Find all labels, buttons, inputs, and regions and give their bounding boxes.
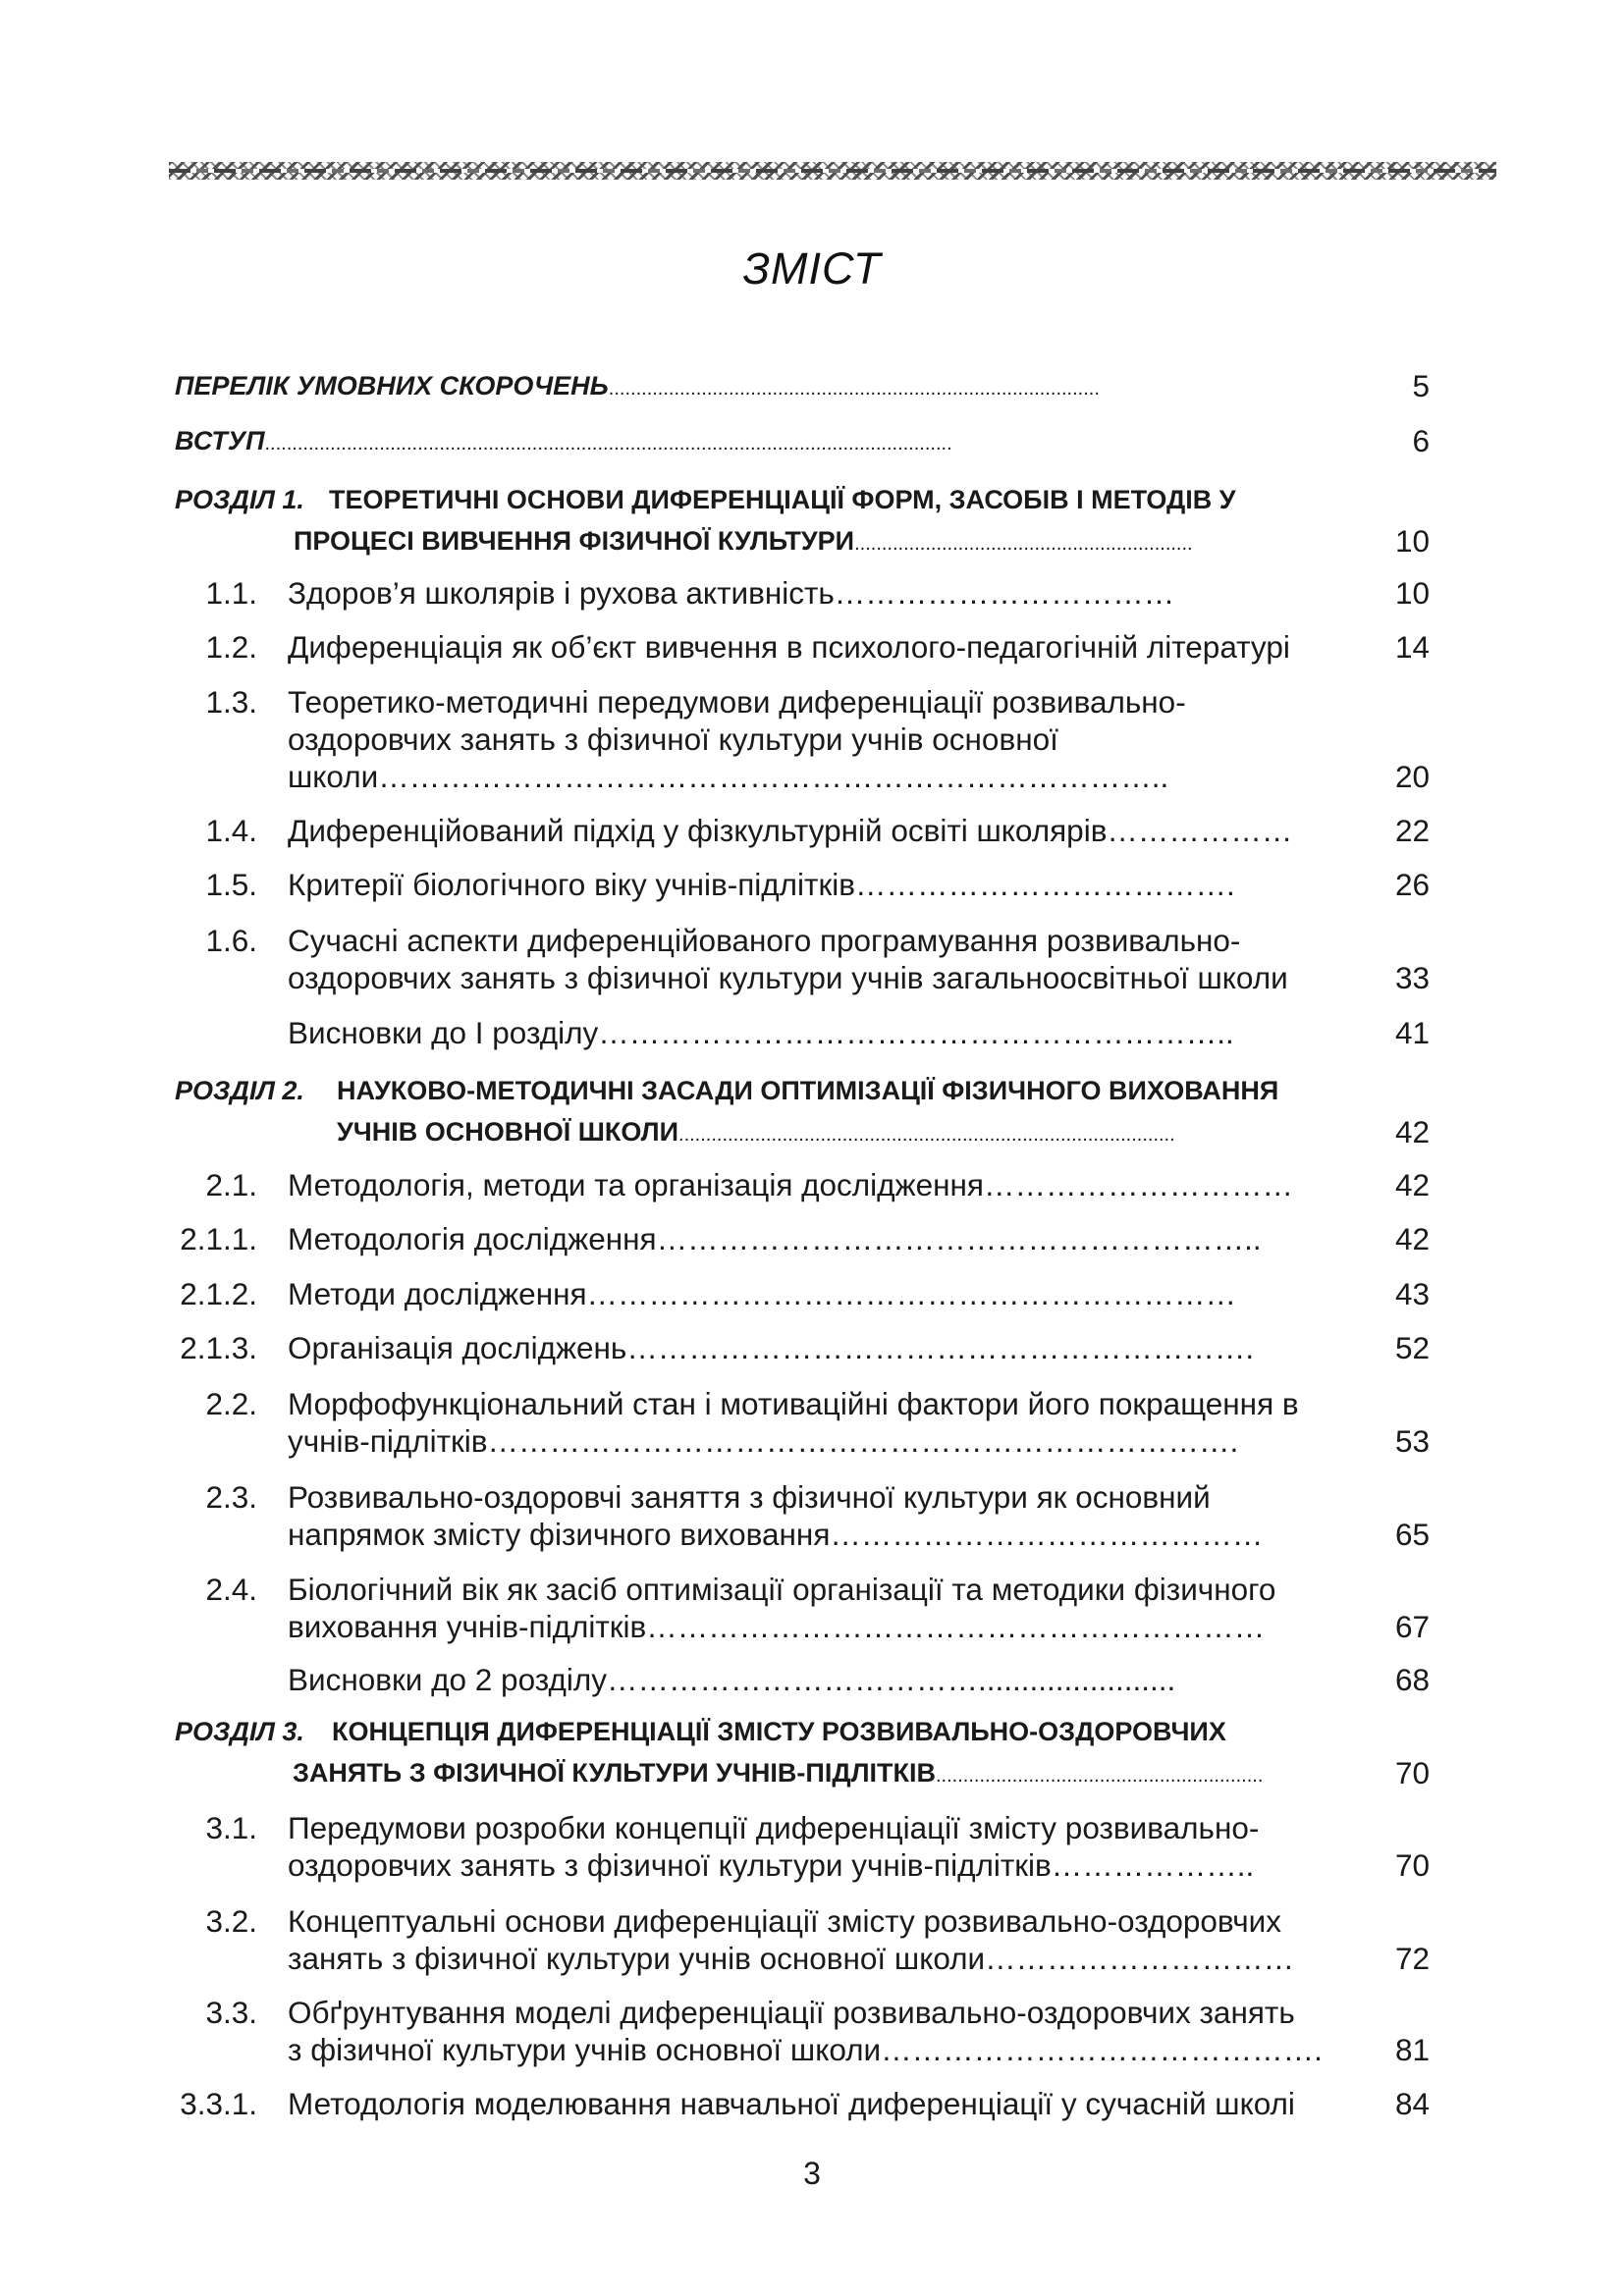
toc-page-number: 10	[1394, 523, 1430, 559]
toc-item-number: 3.1.	[205, 1810, 257, 1845]
toc-item-number: 3.3.	[205, 1995, 257, 2030]
section-number: РОЗДІЛ 1.	[175, 485, 304, 514]
toc-item-number: 1.1.	[205, 575, 257, 611]
toc-section-2[interactable]: РОЗДІЛ 2. НАУКОВО-МЕТОДИЧНІ ЗАСАДИ ОПТИМІЗАЦІЇ ФІЗИЧНОГО ВИХОВАННЯ УЧНІВ ОСНОВНОЇ ШКОЛИ........................................................................................... 42	[0, 1072, 1624, 1150]
toc-page-number: 14	[1394, 629, 1430, 665]
toc-entry-label: ПЕРЕЛІК УМОВНИХ СКОРОЧЕНЬ..........................................................................................	[175, 371, 1100, 400]
toc-item[interactable]: 2.2. Морфофункціональний стан і мотиваційні фактори його покращення в учнів-підлітків………………………………………………………………. 53	[0, 1385, 1624, 1464]
toc-item-number: 1.2.	[205, 629, 257, 665]
toc-page-number: 70	[1394, 1755, 1430, 1790]
toc-page-number: 81	[1394, 2032, 1430, 2067]
toc-item[interactable]: 1.3. Теоретико-методичні передумови диференціації розвивально- оздоровчих занять з фізичної культури учнів основної школи………………………………………………………………….. 20	[0, 683, 1624, 801]
toc-page-number: 41	[1394, 1015, 1430, 1050]
page-number: 3	[803, 2156, 821, 2191]
toc-page-number: 68	[1394, 1662, 1430, 1697]
toc-item[interactable]: 3.2. Концептуальні основи диференціації змісту розвивально-оздоровчих занять з фізичної культури учнів основної школи………………………… 72	[0, 1902, 1624, 1981]
toc-entry-label: ВСТУП..............................................................................................................................	[175, 426, 952, 455]
toc-page-number: 42	[1394, 1221, 1430, 1256]
toc-page-number: 20	[1394, 759, 1430, 794]
toc-page-number: 52	[1394, 1330, 1430, 1365]
toc-section-1[interactable]: РОЗДІЛ 1. ТЕОРЕТИЧНІ ОСНОВИ ДИФЕРЕНЦІАЦІЇ ФОРМ, ЗАСОБІВ І МЕТОДІВ У ПРОЦЕСІ ВИВЧЕННЯ ФІЗИЧНОЇ КУЛЬТУРИ.............................................................. 10	[0, 481, 1624, 560]
toc-item[interactable]: 3.3. Обґрунтування моделі диференціації розвивально-оздоровчих занять з фізичної культури учнів основної школи……………………………………. 81	[0, 1994, 1624, 2072]
toc-item-number: 2.1.3.	[180, 1330, 257, 1365]
toc-item-number: 3.2.	[205, 1903, 257, 1939]
toc-item-number: 1.5.	[205, 867, 257, 902]
toc-page-number: 42	[1394, 1114, 1430, 1149]
toc-item[interactable]: 1.6. Сучасні аспекти диференційованого програмування розвивально- оздоровчих занять з фізичної культури учнів загальноосвітньої школи 33	[0, 922, 1624, 1000]
toc-page-number: 6	[1412, 423, 1430, 458]
toc-page-number: 67	[1394, 1609, 1430, 1644]
toc-item[interactable]: 2.3. Розвивально-оздоровчі заняття з фізичної культури як основний напрямок змісту фізичного виховання…………………………………… 65	[0, 1478, 1624, 1557]
toc-page-number: 33	[1394, 960, 1430, 995]
toc-page-number: 84	[1394, 2086, 1430, 2121]
toc-item-number: 2.1.	[205, 1167, 257, 1202]
toc-item-number: 2.1.2.	[180, 1276, 257, 1311]
toc-page-number: 22	[1394, 813, 1430, 848]
toc-item-number: 3.3.1.	[180, 2086, 257, 2121]
toc-section-3[interactable]: РОЗДІЛ 3. КОНЦЕПЦІЯ ДИФЕРЕНЦІАЦІЇ ЗМІСТУ РОЗВИВАЛЬНО-ОЗДОРОВЧИХ ЗАНЯТЬ З ФІЗИЧНОЇ КУЛЬТУРИ УЧНІВ-ПІДЛІТКІВ............................................................ 70	[0, 1713, 1624, 1791]
table-of-contents: ПЕРЕЛІК УМОВНИХ СКОРОЧЕНЬ.......................................................................................... 5 ВСТУП.............................................................................................................................. 6 РОЗДІЛ 1. ТЕОРЕТИЧНІ ОСНОВИ ДИФЕРЕНЦІАЦІЇ ФОРМ, ЗАСОБІВ І МЕТОДІВ У ПРОЦЕСІ ВИВЧЕННЯ ФІЗИЧНОЇ КУЛЬТУРИ.............................................................. 10 РОЗДІЛ 2. НАУКОВО-МЕТОДИЧНІ ЗАСАДИ ОПТИМІЗАЦІЇ ФІЗИЧНОГО ВИХОВАННЯ УЧНІВ ОСНОВНОЇ ШКОЛИ........................................................................................... 42 РОЗДІЛ 3. КОНЦЕПЦІЯ ДИФЕРЕНЦІАЦІЇ ЗМІСТУ РОЗВИВАЛЬНО-ОЗДОРОВЧИХ ЗАНЯТЬ З ФІЗИЧНОЇ КУЛЬТУРИ УЧНІВ-ПІДЛІТКІВ............................................................ 70 1.1. Здоров’я школярів і рухова активність…………………………… 10 1.2. Диференціація як об’єкт вивчення в психолого-педагогічній літературі 14 1.3. Теоретико-методичні передумови диференціації розвивально- оздоровчих занять з фізичної культури учнів основної школи………………………………………………………………….. 20 1.4. Диференційований підхід у фізкультурній освіті школярів……………… 22 1.5. Критерії біологічного віку учнів-підлітків………………………………. 26 1.6. Сучасні аспекти диференційованого програмування розвивально- оздоровчих занять з фізичної культури учнів загальноосвітньої школи 33 Висновки до І розділу…………………………………………………….. 41 2.1. Методологія, методи та організація дослідження………………………… 42 2.1.1. Методологія дослідження………………………………………………….. 42 2.1.2. Методи дослідження……………………………………………………… 43 2.1.3. Організація досліджень……………………………………………………. 52 2.2. Морфофункціональний стан і мотиваційні фактори його покращення в учнів-підлітків………………………………………………………………. 53 2.3. Розвивально-оздоровчі заняття з фізичної культури як основний напрямок змісту фізичного виховання…………………………………… 65 2.4. Біологічний вік як засіб оптимізації організації та методики фізичного виховання учнів-підлітків…………………………………………………… 67 Висновки до 2 розділу………………………………....................... 68 3.1. Передумови розробки концепції диференціації змісту розвивально- оздоровчих занять з фізичної культури учнів-підлітків……………….. 70 3.2. Концептуальні основи диференціації змісту розвивально-оздоровчих занять з фізичної культури учнів основної школи………………………… 72 3.3. Обґрунтування моделі диференціації розвивально-оздоровчих занять з фізичної культури учнів основної школи……………………………………. 81 3.3.1. Методологія моделювання навчальної диференціації у сучасній школі 84	[0, 0, 1624, 2160]
toc-page-number: 53	[1394, 1423, 1430, 1459]
toc-page-number: 26	[1394, 867, 1430, 902]
toc-item-number: 2.1.1.	[180, 1221, 257, 1256]
toc-item[interactable]: 2.4. Біологічний вік як засіб оптимізації організації та методики фізичного виховання учнів-підлітків…………………………………………………… 67	[0, 1571, 1624, 1649]
toc-item-number: 2.4.	[205, 1572, 257, 1607]
section-number: РОЗДІЛ 3.	[175, 1717, 304, 1746]
toc-item-number: 2.2.	[205, 1386, 257, 1421]
toc-page-number: 43	[1394, 1276, 1430, 1311]
section-number: РОЗДІЛ 2.	[175, 1076, 304, 1105]
toc-item-number: 1.3.	[205, 684, 257, 720]
toc-page-number: 10	[1394, 575, 1430, 611]
toc-item-number: 2.3.	[205, 1479, 257, 1515]
toc-item-number: 1.4.	[205, 813, 257, 848]
toc-page-number: 65	[1394, 1517, 1430, 1552]
page-title: ЗМІСТ	[742, 243, 882, 294]
toc-page-number: 42	[1394, 1167, 1430, 1202]
toc-page-number: 5	[1412, 368, 1430, 403]
toc-item-number: 1.6.	[205, 923, 257, 958]
toc-page-number: 70	[1394, 1847, 1430, 1883]
toc-item[interactable]: 3.1. Передумови розробки концепції диференціації змісту розвивально- оздоровчих занять з фізичної культури учнів-підлітків……………….. 70	[0, 1809, 1624, 1888]
toc-page-number: 72	[1394, 1941, 1430, 1976]
